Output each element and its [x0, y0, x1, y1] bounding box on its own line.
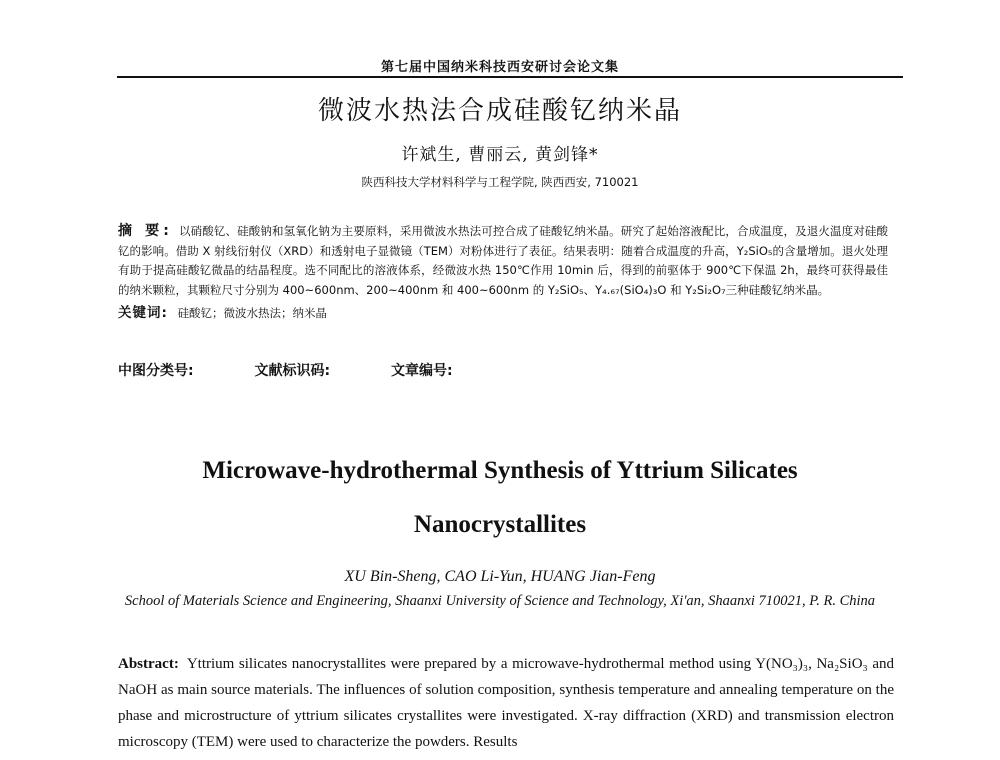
chinese-abstract-label: 摘 要: — [118, 223, 173, 239]
article-id-label: 文章编号: — [390, 363, 453, 379]
running-head: 第七届中国纳米科技西安研讨会论文集 — [380, 60, 619, 75]
chinese-keywords-label: 关键词: — [118, 305, 168, 321]
chinese-abstract-body — [118, 222, 888, 300]
english-abstract-label: Abstract: — [118, 656, 179, 672]
english-title-line-2: Nanocrystallites — [413, 511, 587, 538]
chinese-abstract-text: 以硝酸钇、硅酸钠和氢氧化钠为主要原料，采用微波水热法可控合成了硅酸钇纳米晶。研究了起始溶液配比，合成温度，及退火温度对硅酸钇的影响。借助 X 射线衍射仪（XRD）和透射电子显微镜（TEM）对粉体进行了表征。结果表明：随着合成温度的升高，Y₂SiO₅的含量增加。退火处理有助于提高硅酸钇微晶的结晶程度。选不同配比的溶液体系，经微波水热 150℃作用 10min 后，得到的前驱体于 900℃下保温 2h，最终可获得最佳的纳米颗粒，其颗粒尺寸分别为 400~600nm、200~400nm 和 400~600nm 的 Y₂SiO₅、Y₄.₆₇(SiO₄)₃O 和 Y₂Si₂O₇三种硅酸钇纳米晶。 — [118, 224, 888, 297]
classification-line — [118, 360, 818, 380]
english-abstract-text: Yttrium silicates nanocrystallites were prepared by a microwave-hydrothermal method using Y(NO₃)₃, Na₂SiO₃ and NaOH as main source materials. The influences of solution composition, synthesis temperature and annealing temperature on the phase and microstructure of yttrium silicates crystallites were investigated. X-ray diffraction (XRD) and transmission electron microscopy (TEM) were used to characterize the powders. Results — [118, 656, 894, 750]
english-title-line-1: Microwave-hydrothermal Synthesis of Yttrium Silicates — [202, 457, 798, 484]
document-code-label: 文献标识码: — [254, 363, 331, 379]
chinese-keywords — [118, 304, 888, 324]
header-rule — [117, 76, 903, 78]
chinese-affiliation: 陕西科技大学材料科学与工程学院, 陕西西安, 710021 — [361, 175, 639, 189]
english-authors: XU Bin-Sheng, CAO Li-Yun, HUANG Jian-Feng — [344, 568, 656, 585]
chinese-abstract — [118, 222, 888, 324]
chinese-keywords-text: 硅酸钇；微波水热法；纳米晶 — [177, 306, 328, 320]
english-affiliation: School of Materials Science and Engineering, Shaanxi University of Science and Technology, Xi'an, Shaanxi 710021, P. R. China — [124, 593, 876, 609]
clc-number-label: 中图分类号: — [118, 363, 194, 379]
english-abstract — [118, 651, 894, 755]
chinese-authors: 许斌生, 曹丽云, 黄剑锋* — [401, 145, 599, 165]
chinese-title: 微波水热法合成硅酸钇纳米晶 — [317, 96, 682, 126]
